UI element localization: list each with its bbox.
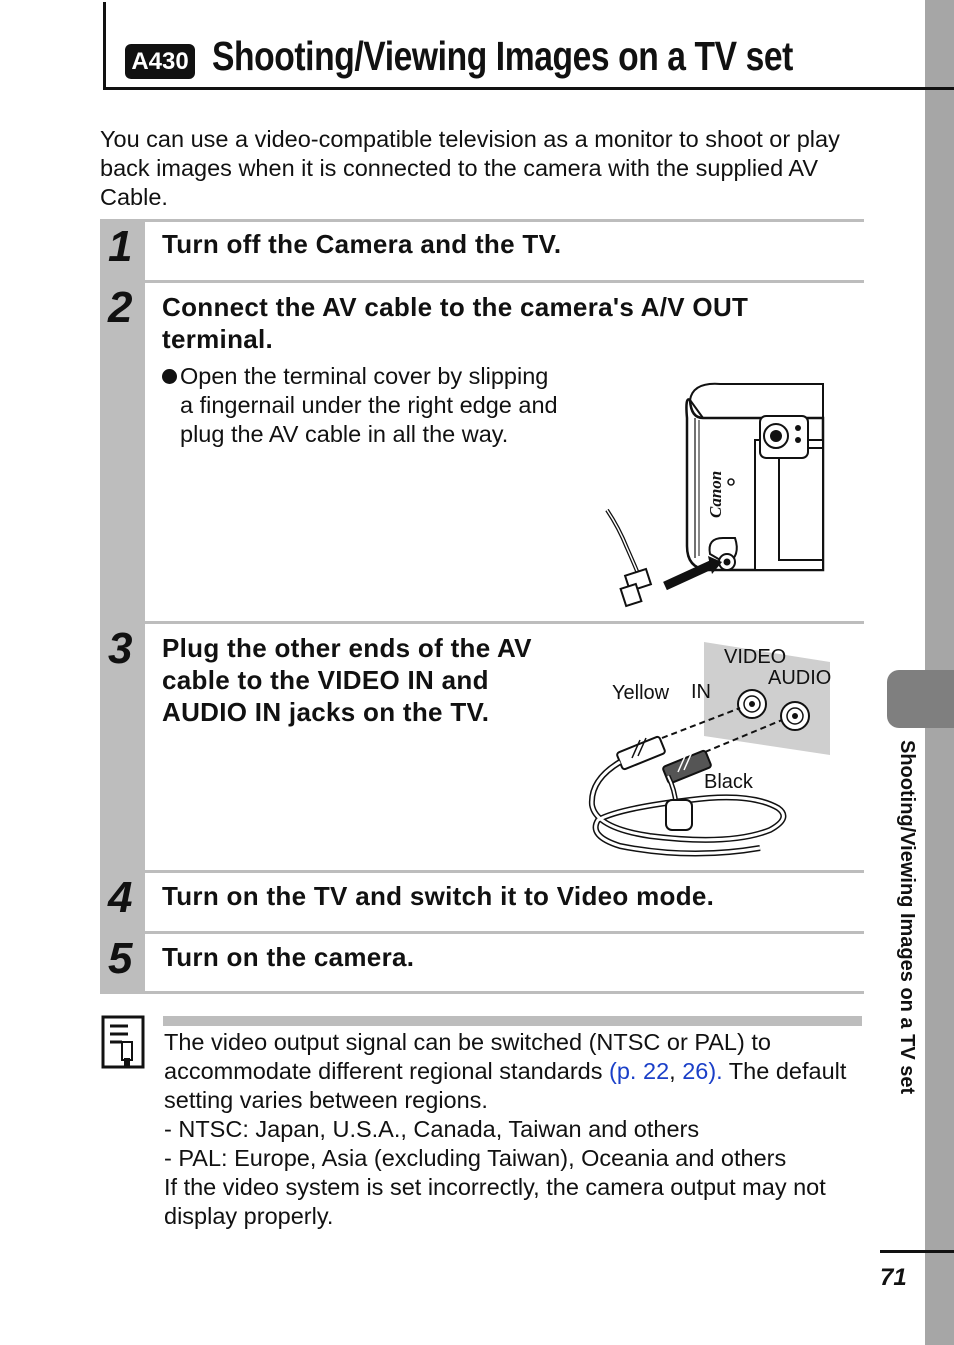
page-title: Shooting/Viewing Images on a TV set	[212, 33, 793, 79]
page-link-26[interactable]: 26).	[682, 1058, 723, 1084]
step-2-bullet: Open the terminal cover by slipping a fingernail under the right edge and plug the AV cable in all the way.	[162, 362, 562, 449]
memo-note-icon	[100, 1014, 146, 1070]
note-text	[164, 1028, 864, 1231]
page-link-22[interactable]: (p. 22	[609, 1058, 670, 1084]
note-header-bar	[163, 1016, 862, 1026]
step-4	[100, 870, 864, 933]
step-number-column	[100, 283, 145, 623]
step-title: Turn on the camera.	[162, 942, 415, 972]
header-rule-vertical	[103, 2, 106, 90]
step-title: Connect the AV cable to the camera's A/V OUT terminal.	[162, 292, 749, 354]
intro-paragraph: You can use a video-compatible television as a monitor to shoot or play back images when it is connected to the camera with the supplied AV Cable.	[100, 126, 840, 210]
in-label: IN	[691, 681, 711, 703]
note-list-item-ntsc: - NTSC: Japan, U.S.A., Canada, Taiwan and others	[164, 1116, 700, 1142]
side-tab-label: Shooting/Viewing Images on a TV set	[896, 740, 918, 1095]
step-number: 1	[108, 222, 133, 271]
step-number: 4	[108, 873, 133, 922]
video-in-jack-icon	[738, 690, 766, 718]
step-title: Plug the other ends of the AV cable to the VIDEO IN and AUDIO IN jacks on the TV.	[162, 633, 532, 727]
side-tab-marker	[887, 670, 954, 728]
step-number: 3	[108, 624, 133, 673]
audio-in-jack-icon	[781, 702, 809, 730]
yellow-label: Yellow	[612, 682, 670, 704]
camera-av-terminal-illustration	[595, 378, 825, 608]
step-title: Turn on the TV and switch it to Video mode.	[162, 881, 715, 911]
step-1	[100, 219, 864, 282]
audio-label: AUDIO	[768, 667, 832, 689]
page-number-rule	[880, 1250, 954, 1253]
steps-bottom-rule	[100, 991, 864, 994]
header-rule-horizontal	[103, 87, 954, 90]
bullet-dot-icon	[162, 369, 177, 384]
note-paragraph: The video output signal can be switched (NTSC or PAL) to accommodate different regional standards (p. 22, 26). The default setting varies between regions.	[164, 1029, 847, 1113]
model-badge: A430	[125, 44, 195, 79]
step-5	[100, 931, 864, 992]
camera-brand-text: Canon	[706, 470, 725, 518]
note-closing: If the video system is set incorrectly, the camera output may not display properly.	[164, 1174, 826, 1229]
step-number: 2	[108, 283, 133, 332]
black-label: Black	[704, 771, 753, 793]
video-label: VIDEO	[724, 646, 787, 668]
yellow-plug-icon	[616, 736, 665, 770]
note-list-item-pal: - PAL: Europe, Asia (excluding Taiwan), Oceania and others	[164, 1145, 787, 1171]
step-number: 5	[108, 934, 133, 983]
page-number: 71	[880, 1264, 907, 1291]
step-title: Turn off the Camera and the TV.	[162, 229, 562, 259]
